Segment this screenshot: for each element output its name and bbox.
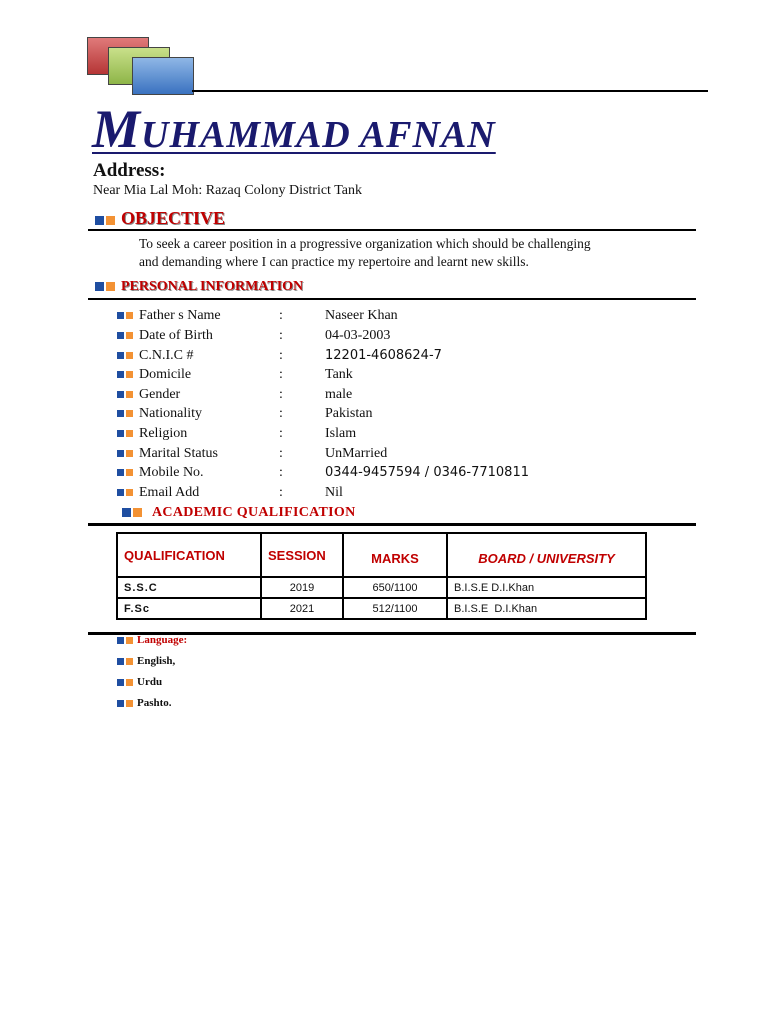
bullet-icon — [117, 424, 135, 444]
cell-session: 2019 — [261, 577, 343, 598]
table-header-row — [117, 533, 646, 577]
academic-heading — [122, 503, 356, 521]
bullet-icon — [117, 326, 135, 346]
personal-rule — [88, 298, 696, 300]
academic-title: ACADEMIC QUALIFICATION — [152, 505, 356, 520]
language-heading — [117, 632, 187, 648]
info-label: Mobile No. — [139, 465, 204, 480]
objective-rule — [88, 229, 696, 231]
bullet-icon — [95, 277, 117, 295]
table-row — [117, 598, 646, 619]
language-title: Language: — [137, 634, 188, 646]
bullet-icon — [117, 483, 135, 503]
info-row — [117, 306, 398, 326]
academic-rule — [88, 523, 696, 526]
cell-qualification: F.Sc — [117, 598, 261, 619]
info-value: Islam — [325, 426, 357, 441]
name-rest: UHAMMAD AFNAN — [141, 114, 496, 156]
objective-heading — [95, 208, 225, 229]
info-value: 04-03-2003 — [325, 328, 391, 343]
objective-title: OBJECTIVE — [121, 208, 226, 228]
info-label: Marital Status — [139, 446, 218, 461]
personal-title: PERSONAL INFORMATION — [121, 279, 304, 294]
candidate-name — [92, 98, 496, 160]
info-colon: : — [279, 387, 283, 402]
language-name: English, — [137, 655, 176, 667]
info-row — [117, 365, 353, 385]
name-first-letter: M — [92, 99, 142, 159]
header-rule — [192, 90, 708, 92]
info-label: Gender — [139, 387, 181, 402]
bullet-icon — [117, 444, 135, 464]
language-item — [117, 695, 172, 711]
bullet-icon — [117, 632, 135, 648]
info-row — [117, 483, 343, 503]
info-value: UnMarried — [325, 446, 388, 461]
cell-marks: 512/1100 — [343, 598, 447, 619]
info-value: Nil — [325, 485, 343, 500]
info-colon: : — [279, 406, 283, 421]
info-label: Religion — [139, 426, 188, 441]
info-colon: : — [279, 446, 283, 461]
cell-marks: 650/1100 — [343, 577, 447, 598]
bullet-icon — [117, 346, 135, 366]
info-label: Domicile — [139, 367, 192, 382]
info-colon: : — [279, 328, 283, 343]
bullet-icon — [122, 503, 148, 521]
info-value: Pakistan — [325, 406, 373, 421]
info-row — [117, 424, 357, 444]
language-name: Pashto. — [137, 697, 172, 709]
info-row — [117, 326, 391, 346]
cell-session: 2021 — [261, 598, 343, 619]
qualification-table — [116, 532, 647, 620]
language-item — [117, 674, 162, 690]
info-value: 12201-4608624-7 — [325, 348, 442, 363]
language-item — [117, 653, 175, 669]
info-row — [117, 444, 388, 464]
bullet-icon — [117, 695, 135, 711]
info-row — [117, 404, 373, 424]
info-colon: : — [279, 426, 283, 441]
bullet-icon — [117, 653, 135, 669]
bullet-icon — [117, 674, 135, 690]
info-label: Date of Birth — [139, 328, 213, 343]
cell-qualification: S.S.C — [117, 577, 261, 598]
address-label: Address: — [93, 160, 166, 181]
info-value: male — [325, 387, 353, 402]
info-colon: : — [279, 308, 283, 323]
info-value: Naseer Khan — [325, 308, 398, 323]
personal-heading — [95, 277, 303, 295]
info-value: 0344-9457594 / 0346-7710811 — [325, 465, 529, 480]
info-row — [117, 385, 353, 405]
cell-board: B.I.S.E D.I.Khan — [447, 577, 646, 598]
info-label: Father s Name — [139, 308, 221, 323]
info-label: C.N.I.C # — [139, 348, 194, 363]
info-label: Email Add — [139, 485, 200, 500]
language-name: Urdu — [137, 676, 163, 688]
table-row — [117, 577, 646, 598]
info-colon: : — [279, 465, 283, 480]
info-colon: : — [279, 485, 283, 500]
info-row — [117, 346, 442, 366]
info-value: Tank — [325, 367, 353, 382]
bullet-icon — [117, 385, 135, 405]
info-colon: : — [279, 348, 283, 363]
objective-text-line2: and demanding where I can practice my repertoire and learnt new skills. — [139, 254, 529, 269]
info-row — [117, 463, 529, 483]
bullet-icon — [117, 463, 135, 483]
bullet-icon — [117, 404, 135, 424]
header-board: BOARD / UNIVERSITY — [447, 533, 646, 577]
logo-square-blue — [132, 57, 194, 95]
header-marks: MARKS — [343, 533, 447, 577]
bullet-icon — [117, 306, 135, 326]
info-colon: : — [279, 367, 283, 382]
bullet-icon — [117, 365, 135, 385]
header-session: SESSION — [261, 533, 343, 577]
info-label: Nationality — [139, 406, 202, 421]
cell-board: B.I.S.E D.I.Khan — [447, 598, 646, 619]
objective-text-line1: To seek a career position in a progressive organization which should be challenging — [139, 236, 591, 251]
header-qualification: QUALIFICATION — [117, 533, 261, 577]
address-value: Near Mia Lal Moh: Razaq Colony District Tank — [93, 183, 362, 198]
bullet-icon — [95, 211, 117, 229]
